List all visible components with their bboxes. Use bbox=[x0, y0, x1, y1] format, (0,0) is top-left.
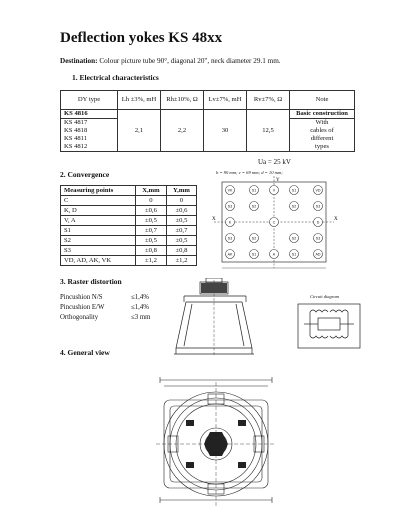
raster-row bbox=[60, 314, 170, 321]
table-row bbox=[61, 256, 197, 266]
pt-ak: AK bbox=[227, 252, 233, 257]
y-value: ±0,7 bbox=[166, 226, 196, 236]
pt-s3: S3 bbox=[227, 236, 233, 241]
col-y: Y,mm bbox=[166, 186, 196, 196]
pt-a: A bbox=[272, 252, 276, 257]
table-row bbox=[61, 196, 197, 206]
col-note: Note bbox=[290, 91, 355, 110]
type-ks4818: KS 4818 bbox=[61, 127, 118, 135]
pt-k: K bbox=[228, 220, 232, 225]
y-value: ±0,5 bbox=[166, 216, 196, 226]
y-value: ±1,2 bbox=[166, 256, 196, 266]
value-lh: 2,1 bbox=[118, 110, 161, 152]
pt-d: D bbox=[316, 220, 320, 225]
x-value: ±0,5 bbox=[136, 236, 167, 246]
raster-row bbox=[60, 304, 170, 311]
raster-label: Orthogonality bbox=[60, 314, 99, 321]
circuit-label: Circuit diagram bbox=[310, 294, 339, 299]
yoke-side-view-drawing bbox=[172, 278, 260, 358]
type-ks4816: KS 4816 bbox=[61, 110, 118, 119]
col-dy-type: DY type bbox=[61, 91, 118, 110]
point-name: V, A bbox=[61, 216, 136, 226]
value-rv: 12,5 bbox=[247, 110, 290, 152]
pt-s2: S2 bbox=[251, 204, 257, 209]
col-lv: Lv±7%, mH bbox=[204, 91, 247, 110]
raster-label: Pincushion E/W bbox=[60, 304, 105, 311]
x-value: ±0,6 bbox=[136, 206, 167, 216]
col-measuring-points: Measuring points bbox=[61, 186, 136, 196]
grid-dimensions: b = 90 mm; c = 69 mm; d = 10 mm; bbox=[216, 170, 283, 175]
section-general-view: 4. General view bbox=[60, 348, 110, 357]
page-title: Deflection yokes KS 48xx bbox=[60, 30, 223, 46]
pt-s2: S2 bbox=[251, 236, 257, 241]
destination-line bbox=[60, 57, 281, 65]
value-lv: 30 bbox=[204, 110, 247, 152]
table-row bbox=[61, 206, 197, 216]
point-name: C bbox=[61, 196, 136, 206]
raster-row bbox=[60, 294, 170, 301]
axis-x-right: X bbox=[334, 217, 338, 222]
y-value: ±0,6 bbox=[166, 206, 196, 216]
axis-y-top: Y bbox=[276, 178, 280, 183]
axis-x-left: X bbox=[212, 217, 216, 222]
col-rv: Rv±7%, Ω bbox=[247, 91, 290, 110]
value-rh: 2,2 bbox=[161, 110, 204, 152]
pt-ad: AD bbox=[315, 252, 321, 257]
point-name: S1 bbox=[61, 226, 136, 236]
y-value: ±0,5 bbox=[166, 236, 196, 246]
pt-s3: S3 bbox=[315, 204, 321, 209]
table-row bbox=[61, 236, 197, 246]
raster-value: ≤1,4% bbox=[131, 304, 149, 311]
type-ks4817: KS 4817 bbox=[61, 119, 118, 128]
electrical-table bbox=[60, 90, 355, 152]
destination-label: Destination: bbox=[60, 57, 98, 65]
ua-label: Ua = 25 kV bbox=[258, 158, 291, 166]
measuring-grid-diagram bbox=[210, 176, 340, 274]
point-name: VD, AD, AK, VK bbox=[61, 256, 136, 266]
col-lh: Lh ±3%, mH bbox=[118, 91, 161, 110]
pt-s1: S1 bbox=[251, 252, 257, 257]
y-value: 0 bbox=[166, 196, 196, 206]
x-value: 0 bbox=[136, 196, 167, 206]
note-cables: With cables of different types bbox=[290, 119, 355, 152]
table-row bbox=[61, 216, 197, 226]
raster-label: Pincushion N/S bbox=[60, 294, 103, 301]
x-value: ±0,7 bbox=[136, 226, 167, 236]
table-row bbox=[61, 246, 197, 256]
point-name: S2 bbox=[61, 236, 136, 246]
section-electrical: 1. Electrical characteristics bbox=[72, 73, 159, 82]
raster-value: ≤3 mm bbox=[131, 314, 151, 321]
note-basic: Basic construction bbox=[290, 110, 355, 119]
pt-s3: S3 bbox=[227, 204, 233, 209]
raster-value: ≤1,4% bbox=[131, 294, 149, 301]
pt-vk: VK bbox=[227, 188, 233, 193]
pt-c: C bbox=[272, 220, 276, 225]
pt-s1: S1 bbox=[291, 252, 297, 257]
col-rh: Rh±10%, Ω bbox=[161, 91, 204, 110]
pt-s1: S1 bbox=[251, 188, 257, 193]
section-convergence: 2. Convergence bbox=[60, 170, 110, 179]
pt-vd: VD bbox=[315, 188, 321, 193]
pt-s2: S2 bbox=[291, 236, 297, 241]
pt-v: V bbox=[272, 188, 276, 193]
point-name: S3 bbox=[61, 246, 136, 256]
convergence-table bbox=[60, 185, 197, 266]
x-value: ±0,5 bbox=[136, 216, 167, 226]
destination-text: Colour picture tube 90°, diagonal 20", neck diameter 29.1 mm. bbox=[99, 57, 281, 65]
col-x: X,mm bbox=[136, 186, 167, 196]
y-value: ±0,8 bbox=[166, 246, 196, 256]
section-raster: 3. Raster distortion bbox=[60, 277, 122, 286]
pt-s1: S1 bbox=[291, 188, 297, 193]
general-view-drawing bbox=[150, 372, 280, 508]
type-ks4811: KS 4811 bbox=[61, 135, 118, 143]
table-row bbox=[61, 226, 197, 236]
pt-s3: S3 bbox=[315, 236, 321, 241]
point-name: K, D bbox=[61, 206, 136, 216]
circuit-diagram bbox=[296, 300, 362, 350]
pt-s2: S2 bbox=[291, 204, 297, 209]
x-value: ±0,8 bbox=[136, 246, 167, 256]
type-ks4812: KS 4812 bbox=[61, 143, 118, 152]
x-value: ±1,2 bbox=[136, 256, 167, 266]
